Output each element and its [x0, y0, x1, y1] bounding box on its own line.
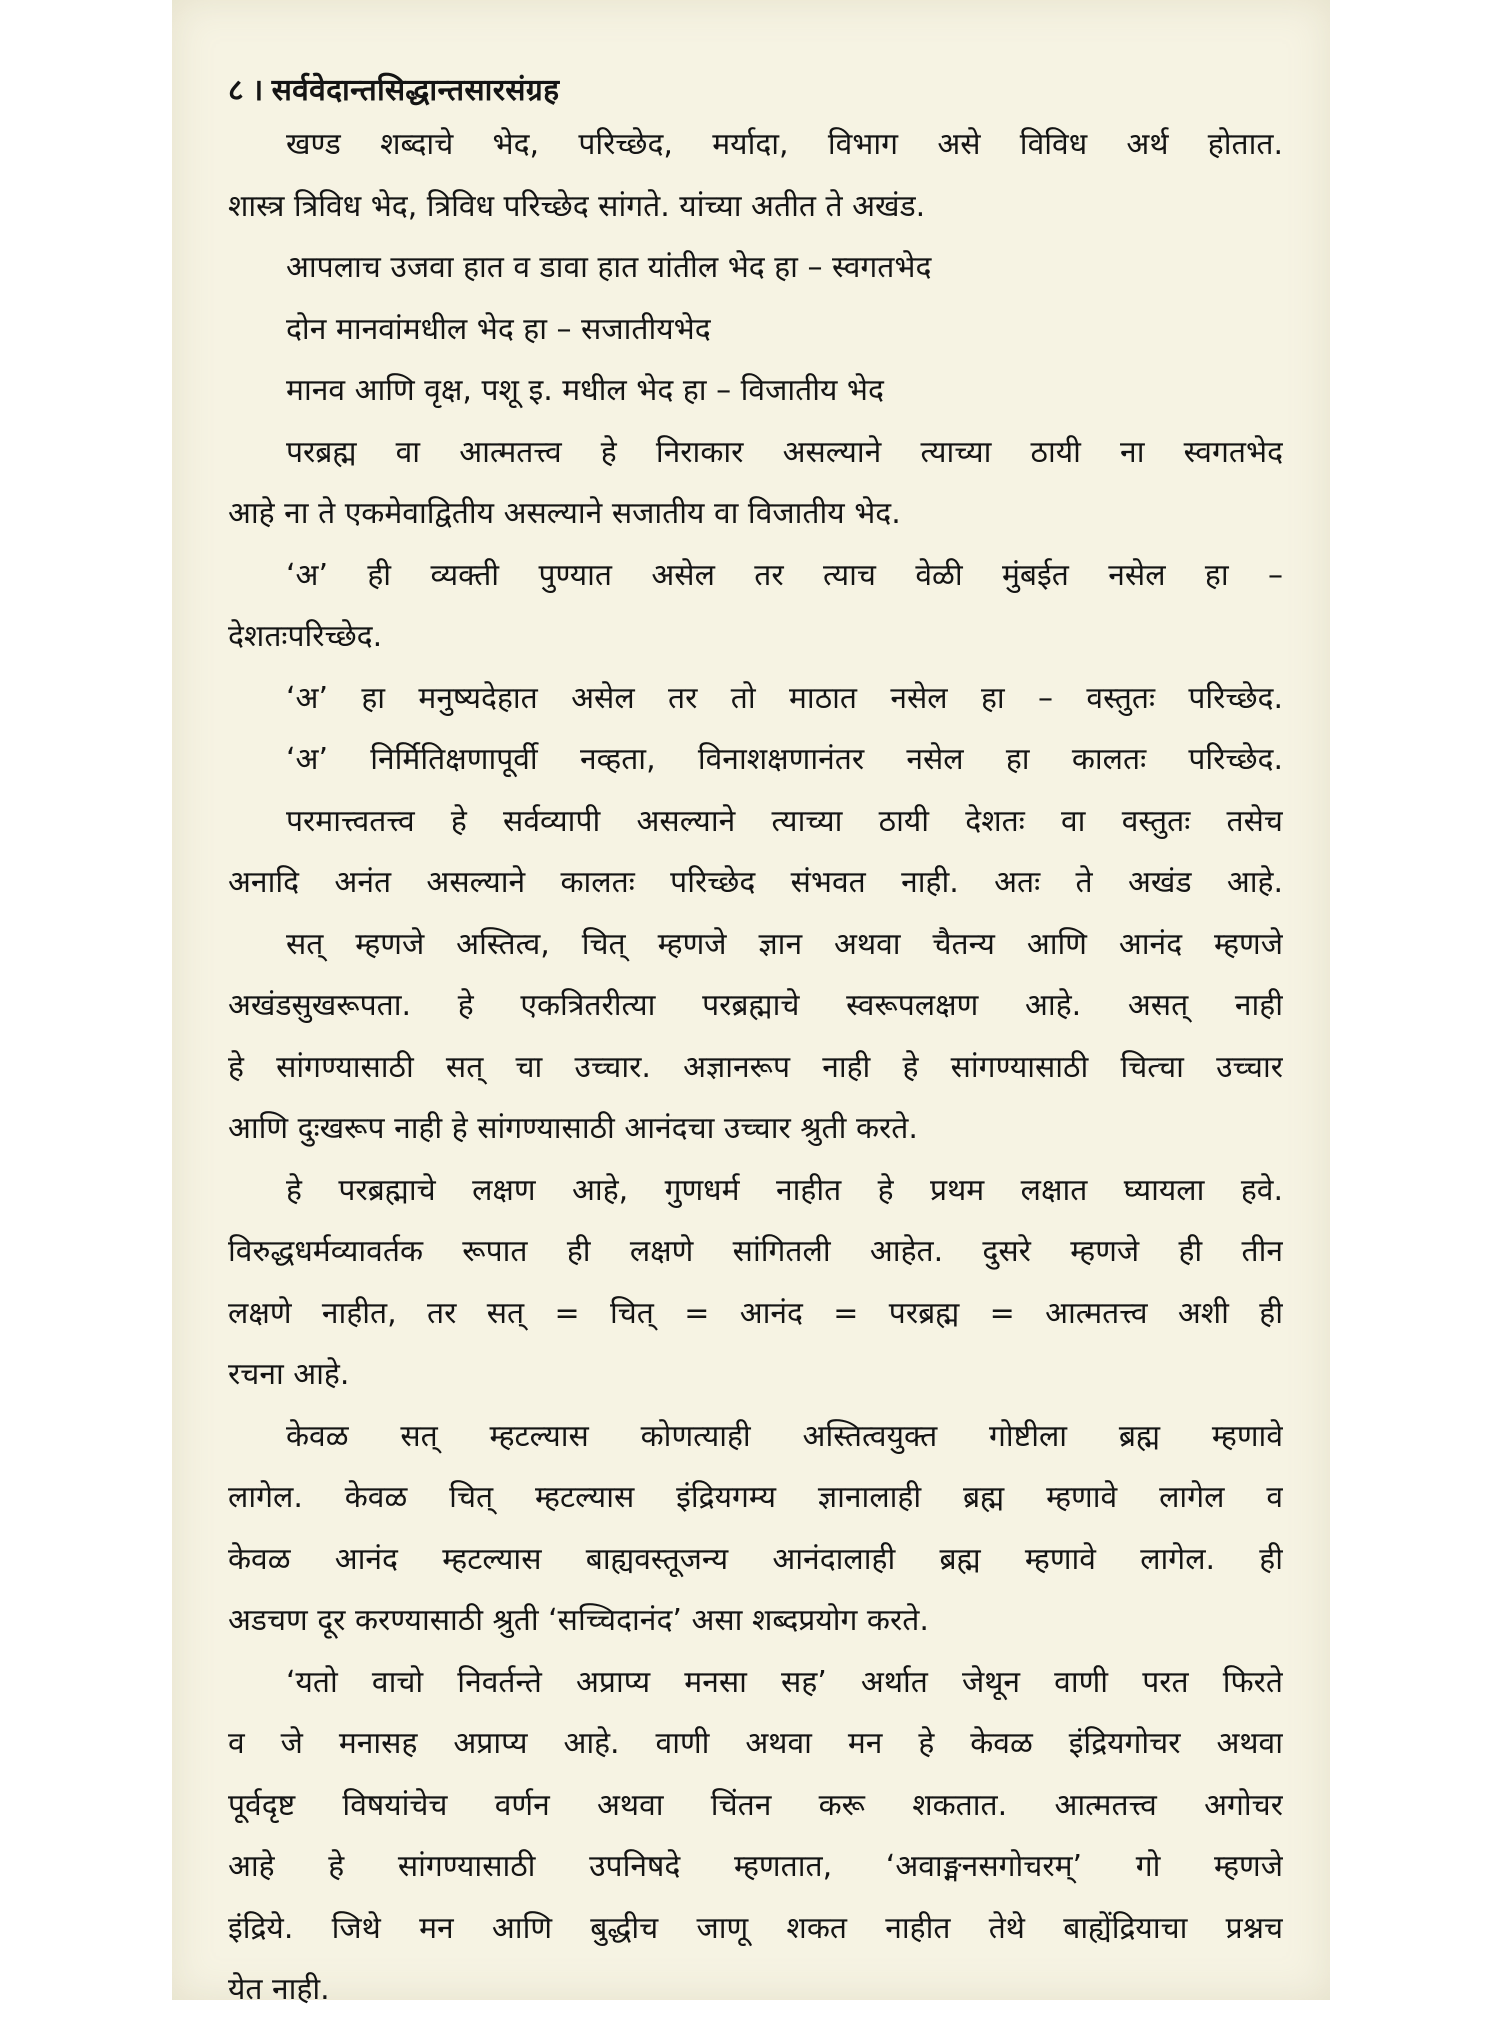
text-line: ‘अ’ हा मनुष्यदेहात असेल तर तो माठात नसेल हा – वस्तुतः परिच्छेद. [286, 680, 1283, 716]
text-line: ‘अ’ ही व्यक्ती पुण्यात असेल तर त्याच वेळी मुंबईत नसेल हा – [286, 557, 1283, 593]
text-line: हे परब्रह्माचे लक्षण आहे, गुणधर्म नाहीत हे प्रथम लक्षात घ्यायला हवे. [286, 1172, 1283, 1208]
text-line: लक्षणे नाहीत, तर सत् = चित् = आनंद = परब्रह्म = आत्मतत्त्व अशी ही [228, 1295, 1283, 1331]
text-line: शास्त्र त्रिविध भेद, त्रिविध परिच्छेद सांगते. यांच्या अतीत ते अखंड. [228, 188, 926, 224]
header-separator: । [251, 73, 264, 108]
text-line: व जे मनासह अप्राप्य आहे. वाणी अथवा मन हे केवळ इंद्रियगोचर अथवा [228, 1726, 1283, 1761]
page-content [228, 68, 1283, 2021]
book-page [172, 0, 1330, 2007]
text-line: देशतःपरिच्छेद. [228, 619, 383, 654]
text-line: अनादि अनंत असल्याने कालतः परिच्छेद संभवत नाही. अतः ते अखंड आहे. [228, 865, 1283, 900]
text-line: इंद्रिये. जिथे मन आणि बुद्धीच जाणू शकत नाहीत तेथे बाह्येंद्रियाचा प्रश्नच [228, 1910, 1283, 1946]
text-line: लागेल. केवळ चित् म्हटल्यास इंद्रियगम्य ज्ञानालाही ब्रह्म म्हणावे लागेल व [228, 1480, 1283, 1515]
text-line: मानव आणि वृक्ष, पशू इ. मधील भेद हा – विजातीय भेद [286, 373, 884, 408]
text-line: रचना आहे. [228, 1357, 350, 1392]
text-line: दोन मानवांमधील भेद हा – सजातीयभेद [286, 311, 711, 347]
book-title: सर्ववेदान्तसिद्धान्तसारसंग्रह [271, 73, 560, 108]
text-line: परब्रह्म वा आत्मतत्त्व हे निराकार असल्याने त्याच्या ठायी ना स्वगतभेद [286, 434, 1283, 470]
text-line: आहे ना ते एकमेवाद्वितीय असल्याने सजातीय वा विजातीय भेद. [228, 496, 901, 531]
text-line: विरुद्धधर्मव्यावर्तक रूपात ही लक्षणे सांगितली आहेत. दुसरे म्हणजे ही तीन [228, 1234, 1283, 1269]
text-line: ‘यतो वाचो निवर्तन्ते अप्राप्य मनसा सह’ अर्थात जेथून वाणी परत फिरते [286, 1664, 1283, 1700]
text-line: परमात्त्वतत्त्व हे सर्वव्यापी असल्याने त्याच्या ठायी देशतः वा वस्तुतः तसेच [286, 803, 1283, 839]
text-line: सत् म्हणजे अस्तित्व, चित् म्हणजे ज्ञान अथवा चैतन्य आणि आनंद म्हणजे [286, 926, 1283, 962]
text-line: केवळ सत् म्हटल्यास कोणत्याही अस्तित्वयुक्त गोष्टीला ब्रह्म म्हणावे [286, 1418, 1283, 1454]
text-line: अडचण दूर करण्यासाठी श्रुती ‘सच्चिदानंद’ असा शब्दप्रयोग करते. [228, 1603, 929, 1638]
text-line: ‘अ’ निर्मितिक्षणापूर्वी नव्हता, विनाशक्षणानंतर नसेल हा कालतः परिच्छेद. [286, 742, 1283, 777]
text-line: हे सांगण्यासाठी सत् चा उच्चार. अज्ञानरूप नाही हे सांगण्यासाठी चित्चा उच्चार [228, 1049, 1283, 1085]
text-line: पूर्वदृष्ट विषयांचेच वर्णन अथवा चिंतन करू शकतात. आत्मतत्त्व अगोचर [228, 1787, 1283, 1823]
text-line: खण्ड शब्दाचे भेद, परिच्छेद, मर्यादा, विभाग असे विविध अर्थ होतात. [286, 127, 1283, 162]
text-line: केवळ आनंद म्हटल्यास बाह्यवस्तूजन्य आनंदालाही ब्रह्म म्हणावे लागेल. ही [228, 1541, 1283, 1577]
text-line: आपलाच उजवा हात व डावा हात यांतील भेद हा – स्वगतभेद [286, 250, 932, 285]
text-line: आणि दुःखरूप नाही हे सांगण्यासाठी आनंदचा उच्चार श्रुती करते. [228, 1111, 918, 1146]
page-number: ८ [228, 73, 244, 108]
running-header [228, 68, 1283, 108]
text-line: येत नाही. [228, 1972, 330, 2007]
text-line: अखंडसुखरूपता. हे एकत्रितरीत्या परब्रह्माचे स्वरूपलक्षण आहे. असत् नाही [228, 988, 1283, 1023]
text-line: आहे हे सांगण्यासाठी उपनिषदे म्हणतात, ‘अवाङ्मनसगोचरम्’ गो म्हणजे [228, 1849, 1283, 1884]
